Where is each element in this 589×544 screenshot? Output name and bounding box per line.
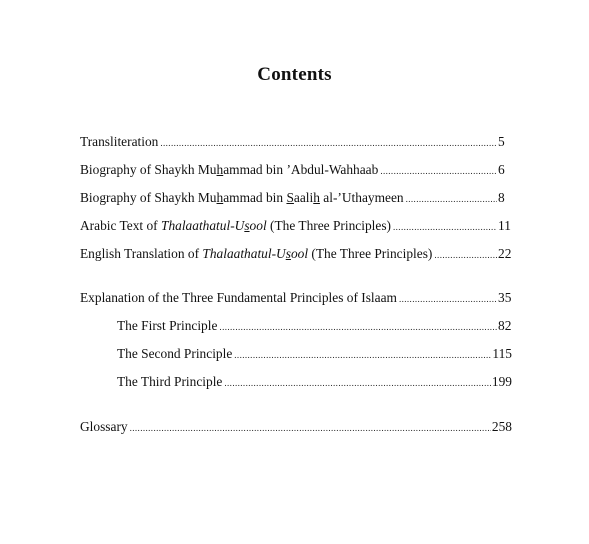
toc-entry[interactable] — [80, 132, 512, 160]
toc-leader-dots — [406, 189, 497, 209]
toc-group-back-matter — [80, 417, 512, 445]
toc-page-number: 115 — [492, 346, 512, 361]
toc-entry[interactable] — [80, 216, 512, 244]
page-title: Contents — [257, 64, 332, 85]
toc-page-number: 8 — [498, 190, 505, 205]
toc-page-number: 22 — [498, 246, 512, 261]
toc-entry[interactable] — [80, 372, 512, 400]
toc-leader-dots — [234, 345, 491, 365]
toc-entry[interactable] — [80, 160, 512, 188]
toc-page-number: 6 — [498, 162, 505, 177]
toc-entry[interactable] — [80, 417, 512, 445]
toc-spacer — [80, 400, 512, 417]
toc-entry[interactable] — [80, 344, 512, 372]
toc-page-number: 199 — [491, 374, 512, 389]
toc-entry-title: The First Principle — [117, 318, 218, 333]
toc-page-number: 5 — [498, 134, 505, 149]
toc-entry-title: Arabic Text of Thalaathatul-Usool (The Three Principles) — [80, 218, 391, 233]
toc-entry[interactable] — [80, 316, 512, 344]
table-of-contents — [80, 132, 512, 445]
toc-spacer — [80, 272, 512, 288]
toc-entry-title: The Third Principle — [117, 374, 223, 389]
toc-leader-dots — [434, 245, 497, 265]
toc-entry-title: Glossary — [80, 419, 128, 434]
toc-entry-title: Biography of Shaykh Muhammad bin ’Abdul-Wahhaab — [80, 162, 379, 177]
toc-page-number: 82 — [498, 318, 512, 333]
toc-group-explanation — [80, 288, 512, 400]
toc-leader-dots — [399, 289, 497, 309]
toc-entry[interactable] — [80, 244, 512, 272]
toc-entry[interactable] — [80, 188, 512, 216]
toc-page-number: 11 — [498, 218, 511, 233]
toc-entry[interactable] — [80, 288, 512, 316]
toc-leader-dots — [393, 217, 497, 237]
toc-leader-dots — [380, 161, 497, 181]
toc-entry-title: Explanation of the Three Fundamental Principles of Islaam — [80, 290, 397, 305]
toc-group-front-matter — [80, 132, 512, 272]
toc-leader-dots — [160, 133, 497, 153]
toc-page-number: 258 — [491, 419, 512, 434]
toc-leader-dots — [224, 373, 491, 393]
toc-page-number: 35 — [498, 290, 512, 305]
toc-leader-dots — [130, 418, 491, 438]
toc-entry-title: Biography of Shaykh Muhammad bin Saalih al-’Uthaymeen — [80, 190, 404, 205]
toc-leader-dots — [219, 317, 497, 337]
toc-entry-title: Transliteration — [80, 134, 159, 149]
toc-entry-title: The Second Principle — [117, 346, 233, 361]
toc-entry-title: English Translation of Thalaathatul-Usool (The Three Principles) — [80, 246, 433, 261]
